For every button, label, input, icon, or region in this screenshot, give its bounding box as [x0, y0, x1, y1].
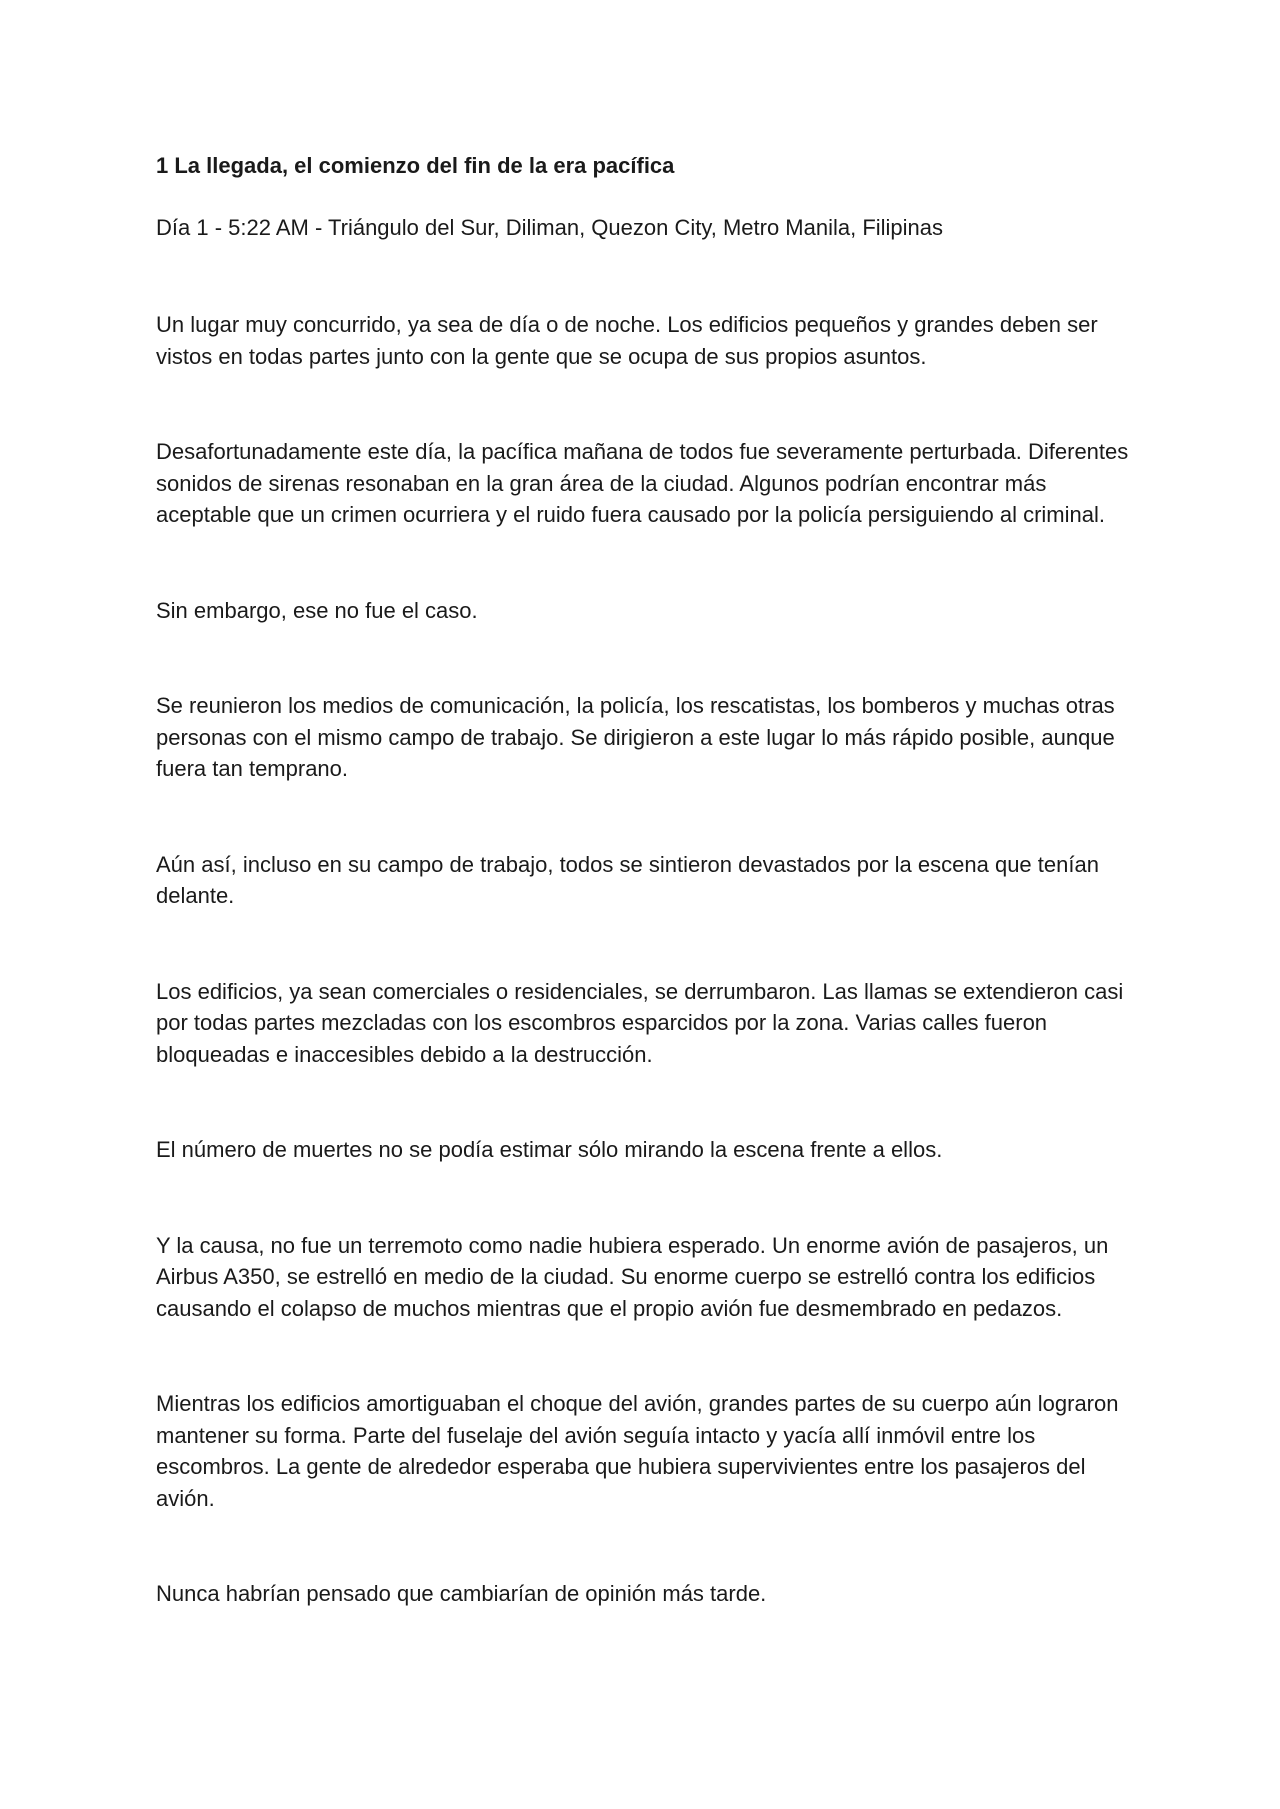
paragraph: Un lugar muy concurrido, ya sea de día o de noche. Los edificios pequeños y grandes deben ser vistos en todas partes junto con la gente que se ocupa de sus propios asuntos. [156, 312, 1098, 369]
paragraph: Sin embargo, ese no fue el caso. [156, 597, 478, 623]
scene-heading: Día 1 - 5:22 AM - Triángulo del Sur, Diliman, Quezon City, Metro Manila, Filipinas [156, 215, 944, 240]
paragraph: Se reunieron los medios de comunicación, la policía, los rescatistas, los bomberos y muchas otras personas con el mismo campo de trabajo. Se dirigieron a este lugar lo más rápido posible, aunque fuera tan temprano. [156, 693, 1115, 781]
paragraph: Y la causa, no fue un terremoto como nadie hubiera esperado. Un enorme avión de pasajeros, un Airbus A350, se estrelló en medio de la ciudad. Su enorme cuerpo se estrelló contra los edificios causando el colapso de muchos mientras que el propio avión fue desmembrado en pedazos. [156, 1232, 1109, 1321]
chapter-title: 1 La llegada, el comienzo del fin de la era pacífica [156, 153, 675, 178]
paragraph: Desafortunadamente este día, la pacífica mañana de todos fue severamente perturbada. Diferentes sonidos de sirenas resonaban en la gran área de la ciudad. Algunos podrían encontrar más aceptable que un crimen ocurriera y el ruido fuera causado por la policía persiguiendo al criminal. [156, 439, 1129, 527]
paragraph: Mientras los edificios amortiguaban el choque del avión, grandes partes de su cuerpo aún lograron mantener su forma. Parte del fuselaje del avión seguía intacto y yacía allí inmóvil entre los escombros. La gente de alrededor esperaba que hubiera supervivientes entre los pasajeros del avión. [156, 1391, 1119, 1511]
paragraph: Aún así, incluso en su campo de trabajo, todos se sintieron devastados por la escena que tenían delante. [156, 851, 1099, 908]
paragraph: Nunca habrían pensado que cambiarían de opinión más tarde. [156, 1581, 767, 1606]
paragraph: Los edificios, ya sean comerciales o residenciales, se derrumbaron. Las llamas se extendieron casi por todas partes mezcladas con los escombros esparcidos por la zona. Varias calles fueron bloqueadas e inaccesibles debido a la destrucción. [156, 978, 1124, 1067]
paragraph: El número de muertes no se podía estimar sólo mirando la escena frente a ellos. [156, 1137, 943, 1162]
document-body [156, 150, 1136, 1610]
